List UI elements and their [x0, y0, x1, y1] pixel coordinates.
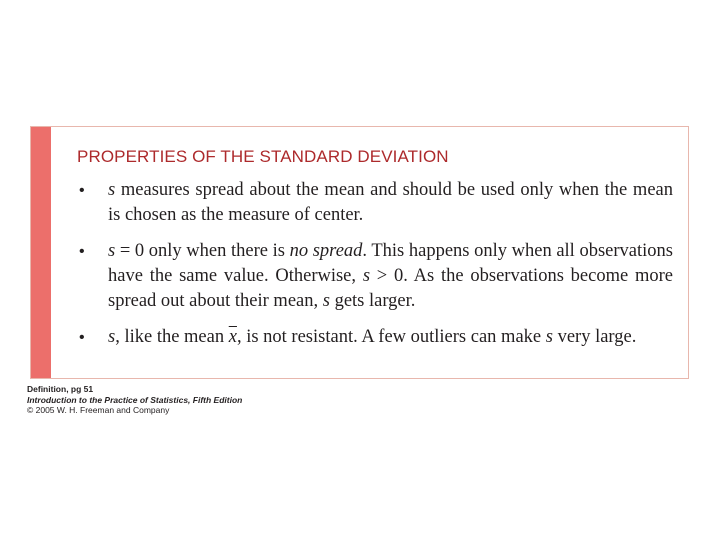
- symbol-s: s: [362, 266, 371, 286]
- property-list: [77, 178, 673, 361]
- bullet-icon: •: [79, 182, 85, 199]
- item-text: s measures spread about the mean and should be used only when the mean is chosen as the measure of center.: [108, 180, 673, 225]
- list-item: [77, 178, 673, 228]
- bullet-icon: •: [79, 329, 85, 346]
- list-item: [77, 239, 673, 314]
- symbol-s: s: [108, 241, 116, 261]
- bullet-icon: •: [79, 243, 85, 260]
- accent-stripe: [31, 127, 51, 378]
- box-title: PROPERTIES OF THE STANDARD DEVIATION: [77, 147, 449, 166]
- source-caption: [27, 384, 242, 416]
- symbol-x-bar: $\overline{x}$: [228, 327, 237, 347]
- caption-copyright: © 2005 W. H. Freeman and Company: [27, 405, 170, 415]
- definition-box: [30, 126, 689, 379]
- item-text: s, like the mean $\overline{x}$, is not resistant. A few outliers can make s very large.: [108, 327, 637, 347]
- symbol-s: s: [322, 291, 330, 311]
- item-text: s = 0 only when there is no spread. This happens only when all observations have the same value. Otherwise, s > 0. As the observations become more spread out about their mean, s gets larger.: [108, 241, 673, 311]
- caption-book-title: Introduction to the Practice of Statistics, Fifth Edition: [27, 394, 243, 405]
- caption-heading: Definition, pg 51: [27, 384, 94, 394]
- list-item: [77, 325, 673, 350]
- symbol-s: s: [545, 327, 553, 347]
- symbol-s: s: [108, 180, 116, 200]
- emphasis-text: no spread: [289, 241, 363, 261]
- symbol-s: s: [108, 327, 116, 347]
